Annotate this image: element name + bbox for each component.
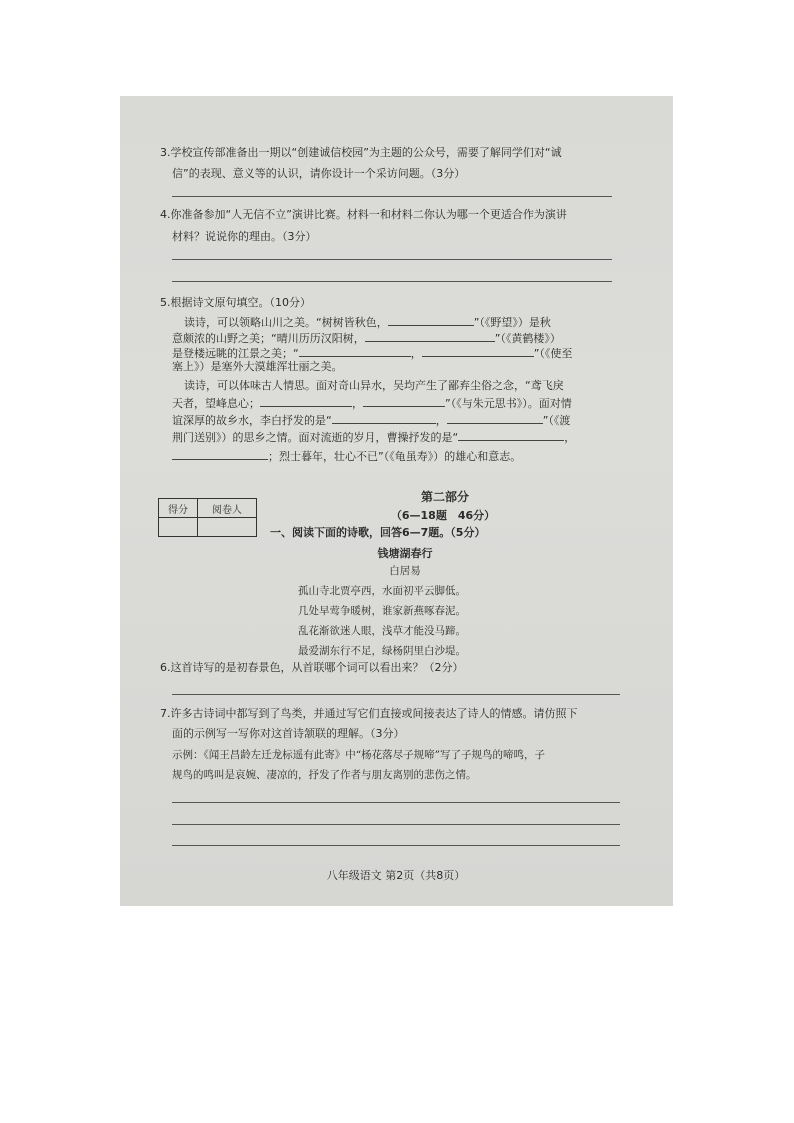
blank-5[interactable] <box>260 395 352 407</box>
blank-9[interactable] <box>458 429 564 441</box>
q7-answer-line-3[interactable] <box>172 845 620 846</box>
q4-line1: 4.你准备参加“人无信不立”演讲比赛。材料一和材料二你认为哪一个更适合作为演讲 <box>160 208 567 221</box>
q4-answer-line-2[interactable] <box>172 281 612 282</box>
q6-text: 6.这首诗写的是初春景色，从首联哪个词可以看出来？（2分） <box>160 661 464 674</box>
q5-row5: 读诗，可以体味古人情思。面对奇山异水，吴均产生了鄙弃尘俗之念，“鸢飞戾 <box>184 379 564 392</box>
q3-line2: 信”的表现、意义等的认识，请你设计一个采访问题。（3分） <box>172 167 466 180</box>
blank-1[interactable] <box>388 314 474 326</box>
q5-title: 5.根据诗文原句填空。（10分） <box>160 296 311 309</box>
q5-row1: 读诗，可以领略山川之美。“树树皆秋色， ”（《野望》）是秋 <box>184 316 551 329</box>
q7-example-2: 规鸟的鸣叫是哀婉、凄凉的，抒发了作者与朋友离别的悲伤之情。 <box>172 769 477 781</box>
grader-label: 阅卷人 <box>198 499 257 518</box>
q7-line1: 7.许多古诗词中都写到了鸟类，并通过写它们直接或间接表达了诗人的情感。请仿照下 <box>160 707 578 720</box>
blank-6[interactable] <box>363 395 445 407</box>
poem-title: 钱塘湖春行 <box>377 547 433 560</box>
score-box <box>158 498 257 537</box>
q4-answer-line-1[interactable] <box>172 259 612 260</box>
poem-line-2: 几处早莺争暖树，谁家新燕啄春泥。 <box>298 605 466 617</box>
q5-row7: 谊深厚的故乡水，李白抒发的是“ ， ”（《渡 <box>172 414 571 427</box>
poem-line-1: 孤山寺北贾亭西，水面初平云脚低。 <box>298 585 466 597</box>
q7-example-1: 示例：《闻王昌龄左迁龙标遥有此寄》中“杨花落尽子规啼”写了子规鸟的啼鸣，子 <box>172 749 545 761</box>
q3-line1: 3.学校宣传部准备出一期以“创建诚信校园”为主题的公众号，需要了解同学们对“诚 <box>160 146 562 159</box>
score-cell[interactable] <box>159 518 198 537</box>
poem-author: 白居易 <box>389 565 421 577</box>
score-label: 得分 <box>159 499 198 518</box>
grader-cell[interactable] <box>198 518 257 537</box>
part2-range: （6—18题 46分） <box>390 509 496 522</box>
q5-row3: 是登楼远眺的江景之美；“ ， ”（《使至 <box>172 347 573 360</box>
q5-row6: 天者，望峰息心； ， ”（《与朱元思书》）。面对情 <box>172 397 572 410</box>
q5-row9: ；烈士暮年，壮心不已”（《龟虽寿》）的雄心和意志。 <box>172 448 521 464</box>
part2-title: 第二部分 <box>420 490 469 504</box>
blank-2[interactable] <box>365 330 495 342</box>
q7-answer-line-2[interactable] <box>172 824 620 825</box>
q4-line2: 材料？说说你的理由。（3分） <box>172 230 317 243</box>
q6-answer-line[interactable] <box>172 694 620 695</box>
q5-row2: 意颇浓的山野之美；“晴川历历汉阳树， ”（《黄鹤楼》） <box>172 332 561 345</box>
poem-line-3: 乱花渐欲迷人眼，浅草才能没马蹄。 <box>298 625 466 637</box>
blank-8[interactable] <box>447 412 543 424</box>
poem-line-4: 最爱湖东行不足，绿杨阴里白沙堤。 <box>298 645 466 657</box>
q7-answer-line-1[interactable] <box>172 802 620 803</box>
q5-row8: 荆门送别》）的思乡之情。面对流逝的岁月，曹操抒发的是“ ， <box>172 431 576 444</box>
page-footer: 八年级语文 第2页（共8页） <box>326 869 466 882</box>
blank-4[interactable] <box>422 345 534 357</box>
q7-line2: 面的示例写一写你对这首诗颔联的理解。（3分） <box>172 727 405 740</box>
blank-3[interactable] <box>299 345 411 357</box>
q3-answer-line[interactable] <box>172 196 612 197</box>
blank-7[interactable] <box>332 412 436 424</box>
section-heading: 一、阅读下面的诗歌，回答6—7题。（5分） <box>270 526 486 539</box>
blank-10[interactable] <box>172 448 268 460</box>
q5-row4: 塞上》）是塞外大漠雄浑壮丽之美。 <box>172 360 343 373</box>
scanned-exam-page <box>120 96 673 906</box>
